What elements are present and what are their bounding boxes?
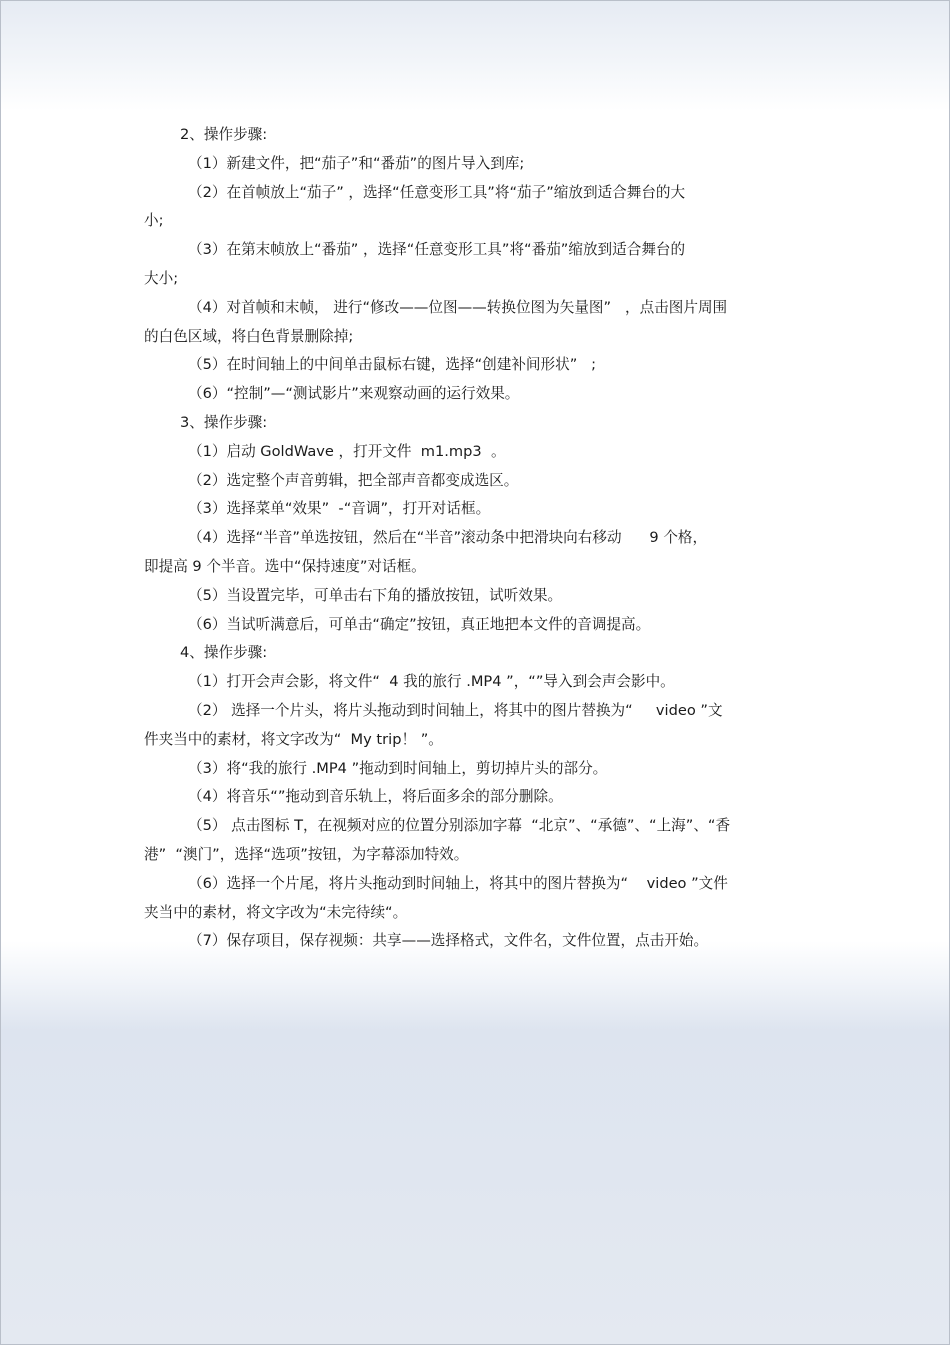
- paragraph-line: （6）选择一个片尾，将片头拖动到时间轴上，将其中的图片替换为“ video ”文件: [188, 874, 728, 892]
- paragraph-line: （6）当试听满意后，可单击“确定”按钮，真正地把本文件的音调提高。: [188, 615, 651, 633]
- paragraph-line: 件夹当中的素材，将文字改为“ My trip！ ”。: [144, 730, 443, 748]
- paragraph-line: 大小;: [144, 269, 179, 287]
- paragraph-line: （1）新建文件，把“茄子”和“番茄”的图片导入到库;: [188, 154, 525, 172]
- paragraph-line: （4）选择“半音”单选按钮，然后在“半音”滚动条中把滑块向右移动 9 个格，: [188, 529, 708, 547]
- section-heading-3: 3、操作步骤:: [180, 413, 268, 431]
- document-body: [144, 121, 806, 956]
- paragraph-line: （4）将音乐“”拖动到音乐轨上，将后面多余的部分删除。: [188, 788, 563, 806]
- paragraph-line: （2）在首帧放上“茄子” ，选择“任意变形工具”将“茄子”缩放到适合舞台的大: [188, 183, 686, 201]
- paragraph-line: 小;: [144, 212, 164, 230]
- paragraph-line: （3）选择菜单“效果” -“音调”，打开对话框。: [188, 500, 491, 518]
- paragraph-line: （5）在时间轴上的中间单击鼠标右键，选择“创建补间形状” ;: [188, 356, 597, 374]
- section-heading-4: 4、操作步骤:: [180, 644, 268, 662]
- paragraph-line: （1）启动 GoldWave ，打开文件 m1.mp3 。: [188, 442, 506, 460]
- paragraph-line: （6）“控制”—“测试影片”来观察动画的运行效果。: [188, 385, 520, 403]
- paragraph-line: （1）打开会声会影，将文件“ 4 我的旅行 .MP4 ”，“”导入到会声会影中。: [188, 673, 675, 691]
- paragraph-line: （2） 选择一个片头，将片头拖动到时间轴上，将其中的图片替换为“ video ”文: [188, 701, 723, 719]
- section-heading-2: 2、操作步骤:: [180, 126, 268, 143]
- paragraph-line: （3）将“我的旅行 .MP4 ”拖动到时间轴上，剪切掉片头的部分。: [188, 759, 608, 777]
- paragraph-line: （5）当设置完毕，可单击右下角的播放按钮，试听效果。: [188, 586, 563, 604]
- paragraph-line: （5） 点击图标 T，在视频对应的位置分别添加字幕 “北京”、“承德”、“上海”、“香: [188, 817, 731, 835]
- paragraph-line: 的白色区域，将白色背景删除掉;: [144, 327, 354, 345]
- paragraph-line: 即提高 9 个半音。选中“保持速度”对话框。: [144, 557, 426, 575]
- paragraph-line: （4）对首帧和末帧， 进行“修改——位图——转换位图为矢量图” ，点击图片周围: [188, 298, 728, 316]
- paragraph-line: （3）在第末帧放上“番茄” ，选择“任意变形工具”将“番茄”缩放到适合舞台的: [188, 241, 686, 259]
- paragraph-line: 夹当中的素材，将文字改为“未完待续“。: [144, 903, 408, 921]
- paragraph-line: （2）选定整个声音剪辑，把全部声音都变成选区。: [188, 471, 519, 489]
- paragraph-line: 港” “澳门”，选择“选项”按钮，为字幕添加特效。: [144, 845, 469, 863]
- paragraph-line: （7）保存项目，保存视频：共享——选择格式，文件名，文件位置，点击开始。: [188, 932, 709, 950]
